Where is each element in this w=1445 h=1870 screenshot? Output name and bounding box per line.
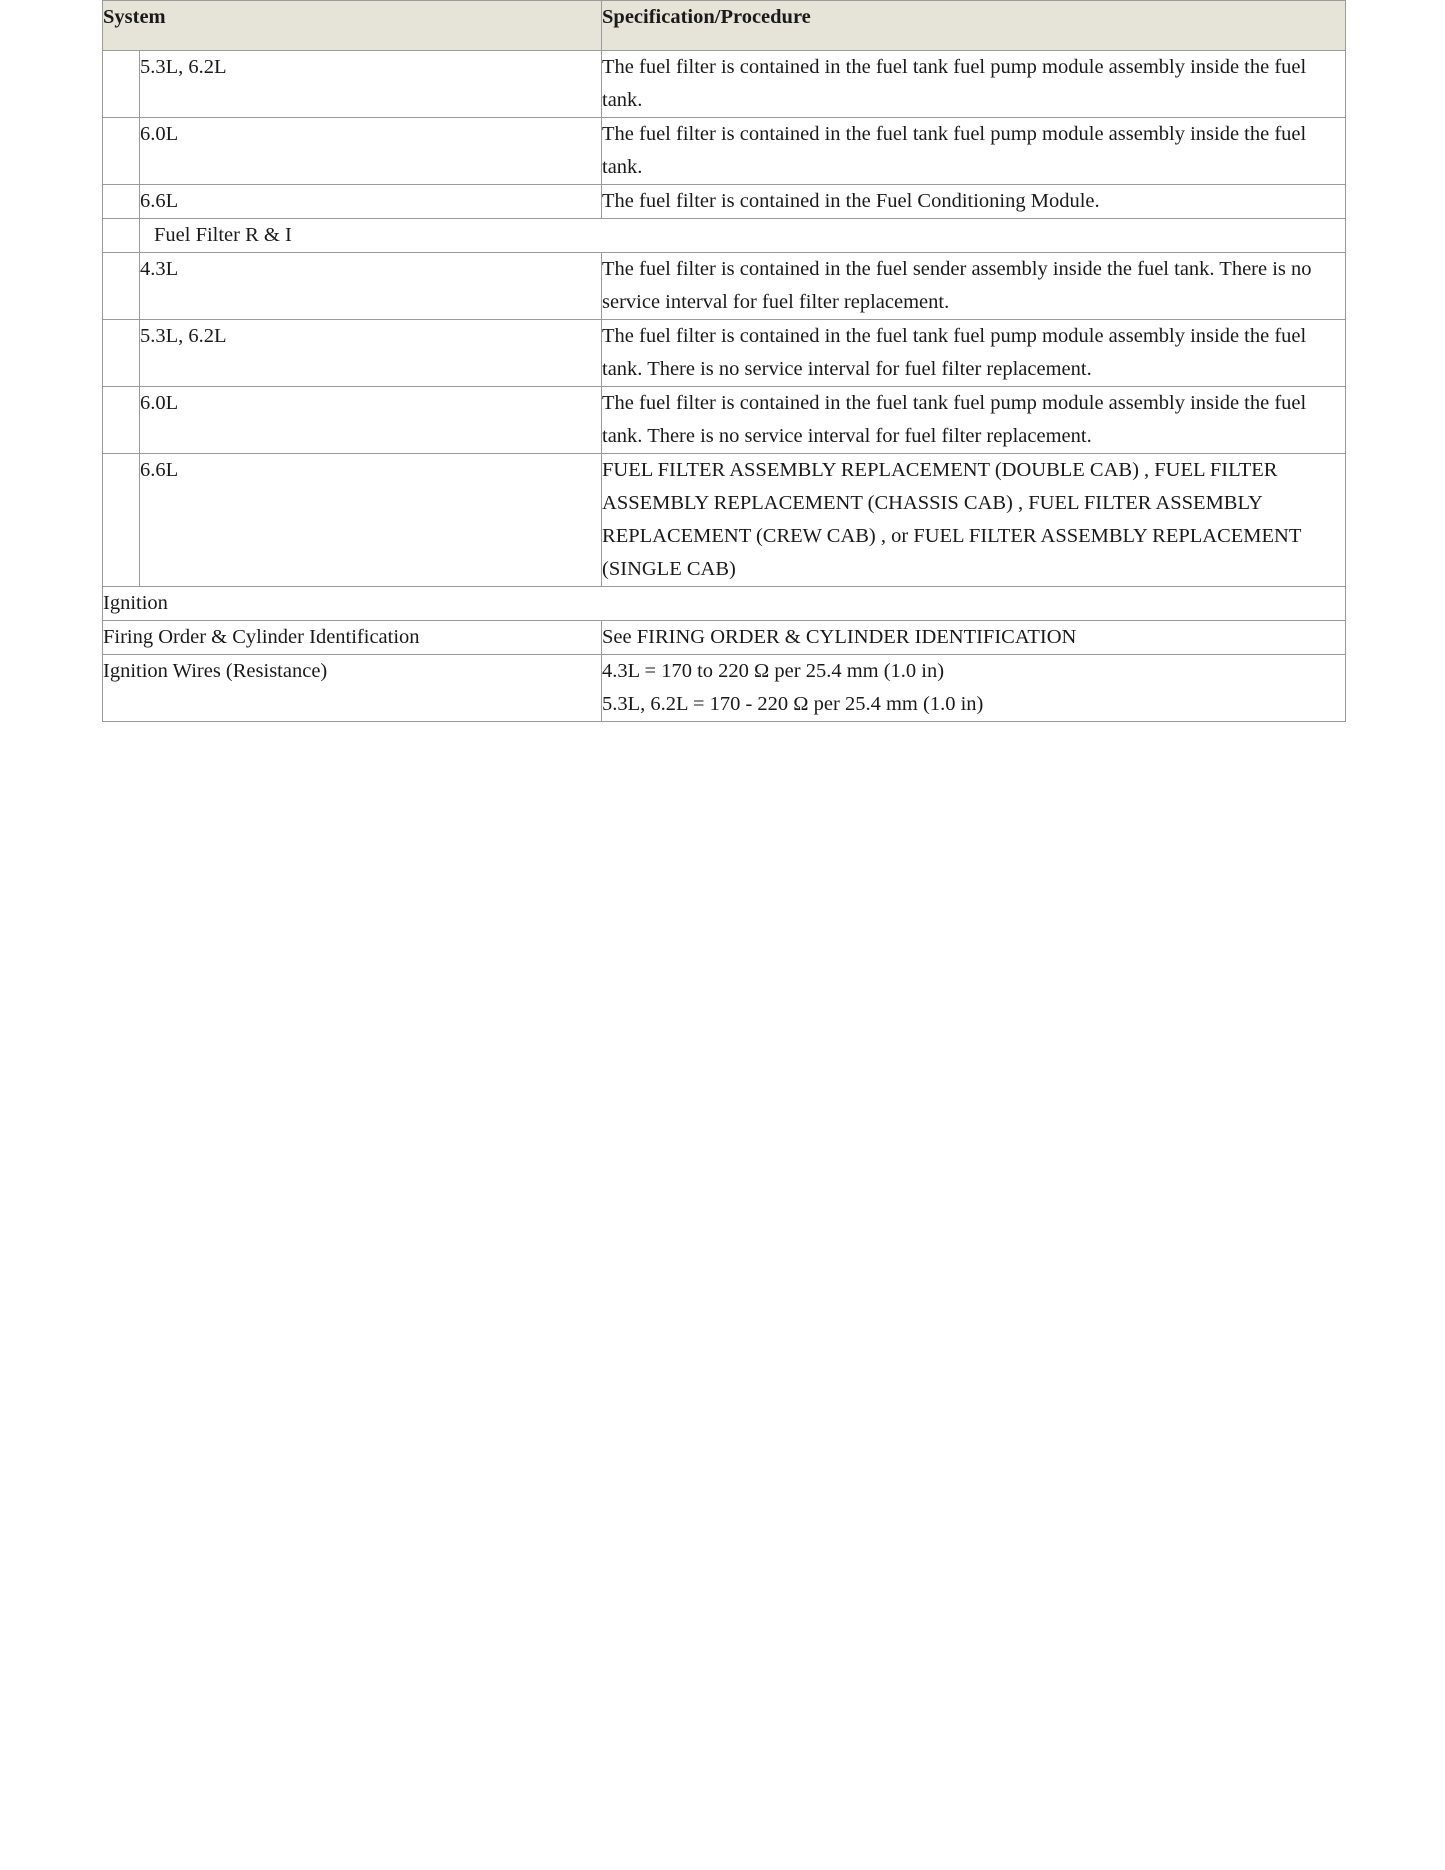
system-cell: 6.6L [140, 454, 602, 587]
system-cell: Firing Order & Cylinder Identification [103, 621, 602, 655]
indent-cell [103, 320, 140, 387]
indent-cell [103, 253, 140, 320]
header-system: System [103, 1, 602, 51]
spec-cell: See FIRING ORDER & CYLINDER IDENTIFICATION [602, 621, 1346, 655]
table-row [103, 118, 1346, 185]
indent-cell [103, 118, 140, 185]
system-cell: 6.6L [140, 185, 602, 219]
indent-cell [103, 387, 140, 454]
spec-cell: The fuel filter is contained in the fuel tank fuel pump module assembly inside the fuel tank. [602, 51, 1346, 118]
indent-cell [103, 454, 140, 587]
spec-line: 4.3L = 170 to 220 Ω per 25.4 mm (1.0 in) [602, 660, 945, 682]
table-header-row [103, 1, 1346, 51]
system-cell: 6.0L [140, 387, 602, 454]
spec-cell [602, 655, 1346, 722]
table-row [103, 253, 1346, 320]
spec-cell: FUEL FILTER ASSEMBLY REPLACEMENT (DOUBLE CAB) , FUEL FILTER ASSEMBLY REPLACEMENT (CHASSIS CAB) , FUEL FILTER ASSEMBLY REPLACEMENT (CREW CAB) , or FUEL FILTER ASSEMBLY REPLACEMENT (SINGLE CAB) [602, 454, 1346, 587]
spec-cell: The fuel filter is contained in the Fuel Conditioning Module. [602, 185, 1346, 219]
spec-cell: The fuel filter is contained in the fuel tank fuel pump module assembly inside the fuel tank. There is no service interval for fuel filter replacement. [602, 387, 1346, 454]
header-specification: Specification/Procedure [602, 1, 1346, 51]
system-cell: Ignition Wires (Resistance) [103, 655, 602, 722]
spec-line: 5.3L, 6.2L = 170 - 220 Ω per 25.4 mm (1.0 in) [602, 693, 984, 715]
indent-cell [103, 185, 140, 219]
table-row [103, 51, 1346, 118]
spec-cell: The fuel filter is contained in the fuel tank fuel pump module assembly inside the fuel tank. [602, 118, 1346, 185]
indent-cell [103, 219, 140, 253]
spec-cell: The fuel filter is contained in the fuel tank fuel pump module assembly inside the fuel tank. There is no service interval for fuel filter replacement. [602, 320, 1346, 387]
system-cell: 5.3L, 6.2L [140, 51, 602, 118]
indent-cell [103, 51, 140, 118]
group-label-fuel-filter-ri: Fuel Filter R & I [140, 219, 1346, 253]
table-row [103, 185, 1346, 219]
group-row [103, 219, 1346, 253]
table-row [103, 621, 1346, 655]
system-cell: 5.3L, 6.2L [140, 320, 602, 387]
table-row [103, 387, 1346, 454]
table-row [103, 454, 1346, 587]
system-cell: 6.0L [140, 118, 602, 185]
table-row [103, 320, 1346, 387]
table-row [103, 655, 1346, 722]
section-label-ignition: Ignition [103, 587, 1346, 621]
section-row [103, 587, 1346, 621]
system-cell: 4.3L [140, 253, 602, 320]
specifications-table [102, 0, 1346, 722]
spec-cell: The fuel filter is contained in the fuel sender assembly inside the fuel tank. There is no service interval for fuel filter replacement. [602, 253, 1346, 320]
